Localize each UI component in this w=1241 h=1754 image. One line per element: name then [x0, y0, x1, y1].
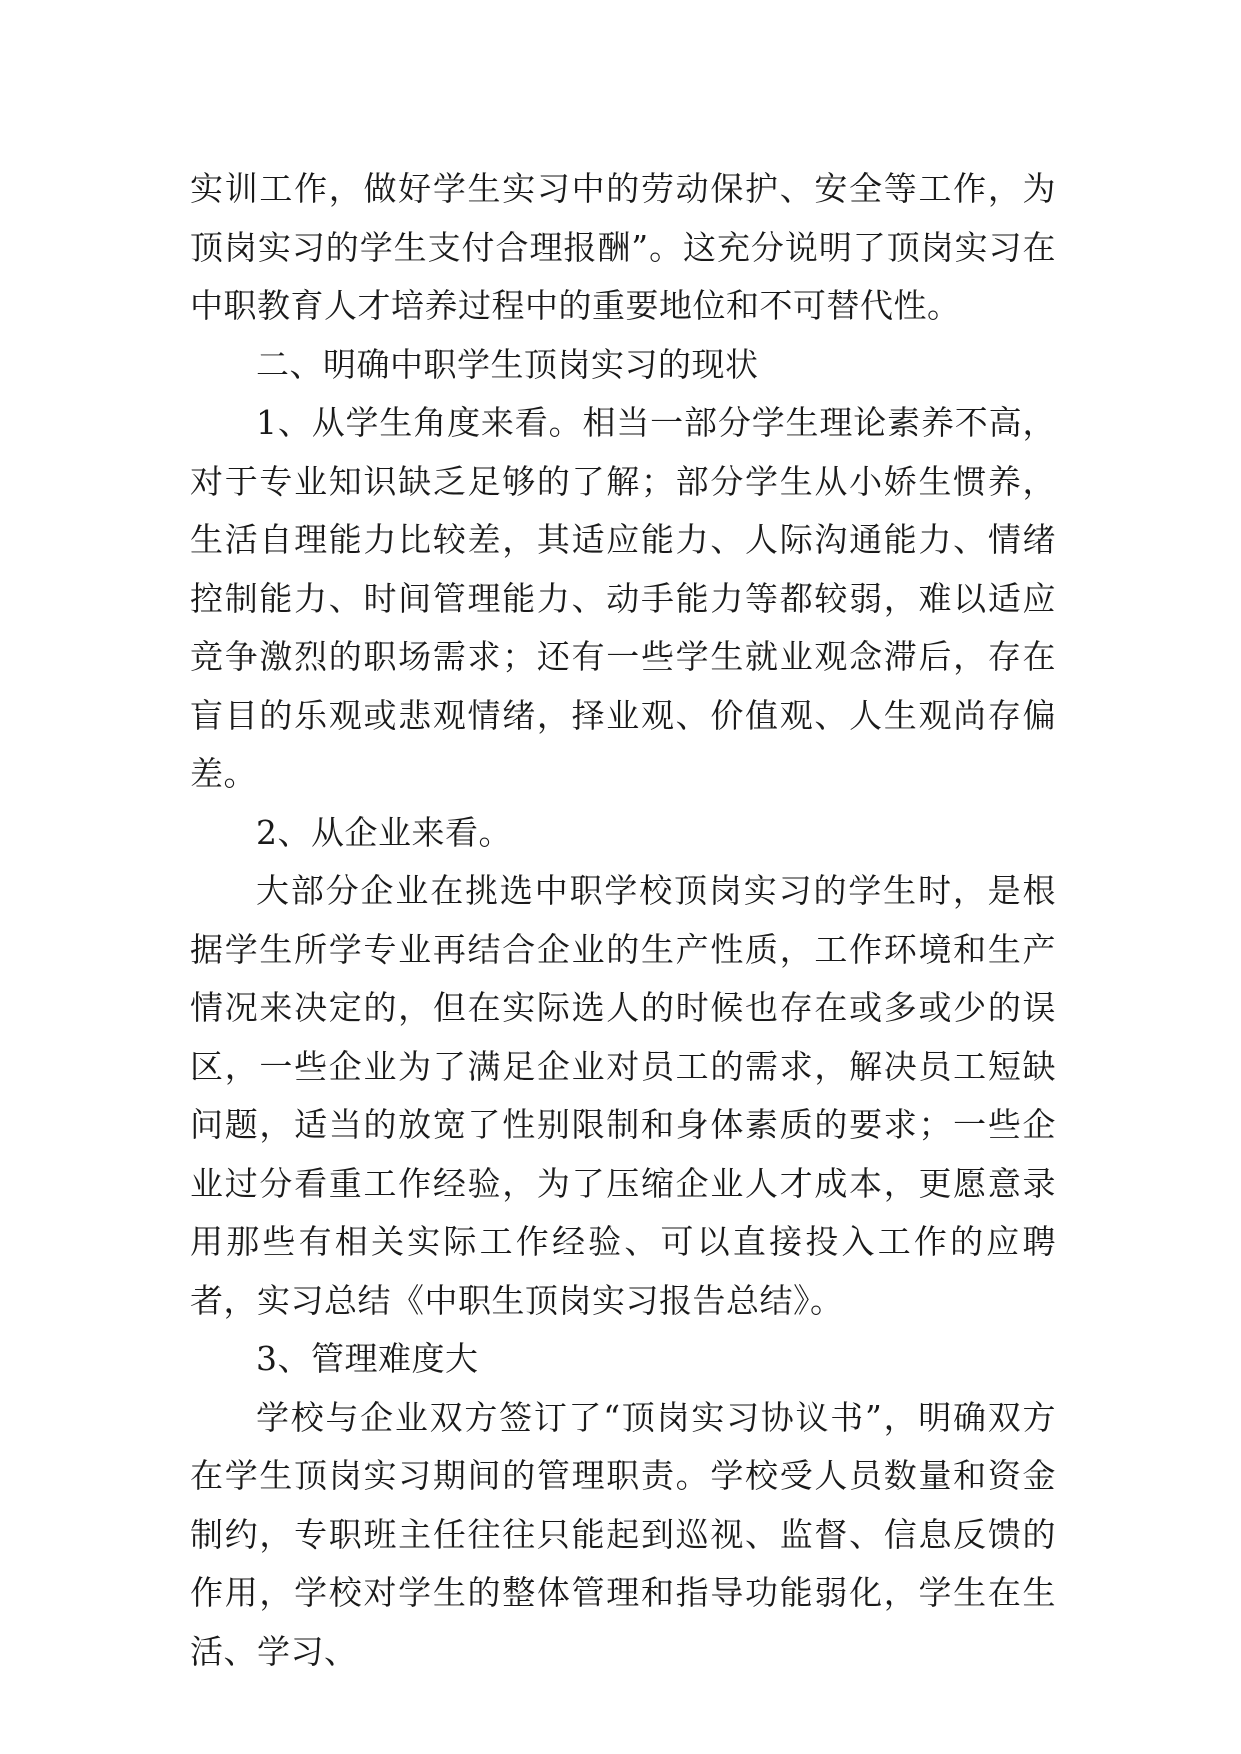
paragraph-management-agreement: 学校与企业双方签订了“顶岗实习协议书”，明确双方在学生顶岗实习期间的管理职责。学校受人员数量和资金制约，专职班主任往往只能起到巡视、监督、信息反馈的作用，学校对学生的整体管理和指导功能弱化，学生在生活、学习、 — [190, 1397, 1056, 1671]
subheading-enterprise-perspective: 2、从企业来看。 — [256, 812, 512, 852]
paragraph-student-perspective: 1、从学生角度来看。相当一部分学生理论素养不高，对于专业知识缺乏足够的了解；部分学生从小娇生惯养，生活自理能力比较差，其适应能力、人际沟通能力、情绪控制能力、时间管理能力、动手能力等都较弱，难以适应竞争激烈的职场需求；还有一些学生就业观念滞后，存在盲目的乐观或悲观情绪，择业观、价值观、人生观尚存偏差。 — [190, 403, 1056, 793]
section-heading-current-status: 二、明确中职学生顶岗实习的现状 — [256, 344, 759, 384]
paragraph-continuation: 实训工作，做好学生实习中的劳动保护、安全等工作，为顶岗实习的学生支付合理报酬”。这充分说明了顶岗实习在中职教育人才培养过程中的重要地位和不可替代性。 — [190, 169, 1056, 325]
paragraph-enterprise-selection: 大部分企业在挑选中职学校顶岗实习的学生时，是根据学生所学专业再结合企业的生产性质，工作环境和生产情况来决定的，但在实际选人的时候也存在或多或少的误区，一些企业为了满足企业对员工的需求，解决员工短缺问题，适当的放宽了性别限制和身体素质的要求；一些企业过分看重工作经验，为了压缩企业人才成本，更愿意录用那些有相关实际工作经验、可以直接投入工作的应聘者，实习总结《中职生顶岗实习报告总结》。 — [190, 871, 1056, 1320]
subheading-management-difficulty: 3、管理难度大 — [256, 1339, 479, 1378]
document-body — [190, 160, 1056, 1681]
